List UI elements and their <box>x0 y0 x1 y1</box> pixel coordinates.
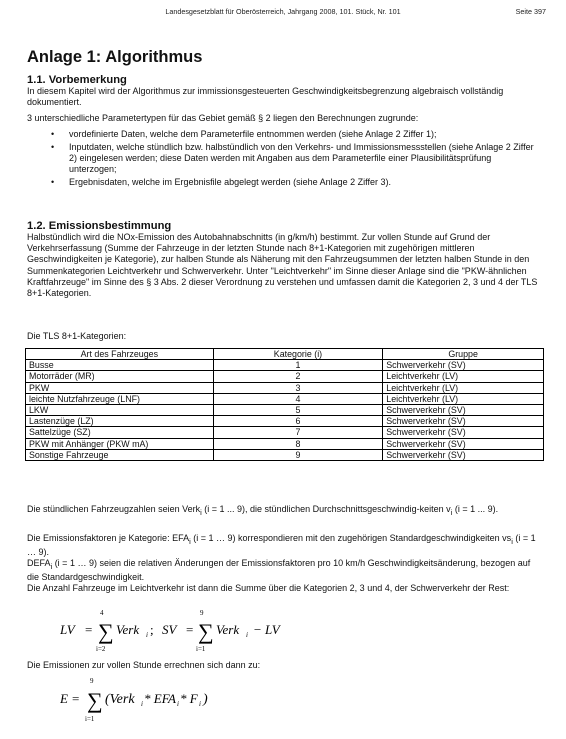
category-number: 5 <box>213 404 383 415</box>
section-emissionsbestimmung <box>27 220 539 299</box>
group: Schwerverkehr (SV) <box>383 438 544 449</box>
group: Leichtverkehr (LV) <box>383 371 544 382</box>
subscript-i: i <box>146 631 148 639</box>
vehicle-type: Busse <box>26 360 214 371</box>
formula-equals: = <box>72 691 80 706</box>
table-row <box>26 393 544 404</box>
table-row <box>26 382 544 393</box>
formula-lv-sv <box>60 606 320 654</box>
table-caption: Die TLS 8+1-Kategorien: <box>27 331 127 341</box>
category-number: 3 <box>213 382 383 393</box>
table-row <box>26 427 544 438</box>
sum-symbol: ∑ <box>98 619 114 644</box>
section-vorbemerkung <box>27 74 539 191</box>
vehicle-type: Sattelzüge (SZ) <box>26 427 214 438</box>
emission-paragraph: Halbstündlich wird die NOx-Emission des Autobahnabschnitts (in g/km/h) bestimmt. Zur vollen Stunde auf Grund der Verkehrserfassung (Summe der Fahrzeuge in der letzten Stunde nach 8+1-Kategorien mit zugehörigen mittleren Geschwindigkeiten je Kategorie), zur halben Stunde als Näherung mit den Fahrzeugsummen der letzten halben Stunde in den Summenkategorien Leichtverkehr und Schwerverkehr. Unter "Leichtverkehr" im Sinne dieser Anlage sind die "PKW-ähnlichen Kraftfahrzeuge" im Sinne des § 3 Abs. 2 dieser Verordnung zu verstehen und umfassen damit die Kategorien 2, 3 und 4 der TLS 8+1-Kategorien. <box>27 232 538 299</box>
formula-verk-term: Verk <box>216 622 240 637</box>
category-number: 6 <box>213 416 383 427</box>
category-table <box>25 348 544 461</box>
parameter-type-list <box>27 129 539 189</box>
lv-paragraph: Die Anzahl Fahrzeuge im Leichtverkehr ist dann die Summe über die Kategorien 2, 3 und 4, der Schwerverkehr der Rest: <box>27 583 510 594</box>
table-row <box>26 404 544 415</box>
vehicle-type: PKW <box>26 382 214 393</box>
table-row <box>26 371 544 382</box>
sum-upper-limit: 9 <box>200 609 204 617</box>
group: Schwerverkehr (SV) <box>383 404 544 415</box>
emission-formula-intro: Die Emissionen zur vollen Stunde errechnen sich dann zu: <box>27 660 261 670</box>
table-row <box>26 449 544 460</box>
formula-verk-term: Verk <box>116 622 140 637</box>
group: Schwerverkehr (SV) <box>383 449 544 460</box>
table-row <box>26 360 544 371</box>
category-number: 7 <box>213 427 383 438</box>
formula-separator: ; <box>150 622 154 637</box>
page-title: Anlage 1: Algorithmus <box>27 48 203 66</box>
vehicle-type: LKW <box>26 404 214 415</box>
subscript-i: i <box>199 700 201 708</box>
group: Leichtverkehr (LV) <box>383 382 544 393</box>
sum-symbol: ∑ <box>87 688 103 713</box>
category-number: 1 <box>213 360 383 371</box>
publication-name: Landesgesetzblatt für Oberösterreich, Jahrgang 2008, 101. Stück, Nr. 101 <box>165 7 401 16</box>
subscript-i: i <box>177 700 179 708</box>
subscript-i: i <box>246 631 248 639</box>
formula-equals: = <box>85 622 93 637</box>
page-number: Seite 397 <box>515 7 546 16</box>
formula-f-term: * F <box>180 691 198 706</box>
sum-lower-limit: i=1 <box>85 715 95 723</box>
column-header: Kategorie (i) <box>213 349 383 360</box>
list-item: • Ergebnisdaten, welche im Ergebnisfile abgelegt werden (siehe Anlage 2 Ziffer 3). <box>69 177 539 188</box>
vehicle-type: PKW mit Anhänger (PKW mA) <box>26 438 214 449</box>
table-row <box>26 416 544 427</box>
vehicle-type: Sonstige Fahrzeuge <box>26 449 214 460</box>
formula-lv-label: LV <box>60 622 75 637</box>
group: Schwerverkehr (SV) <box>383 360 544 371</box>
column-header: Art des Fahrzeuges <box>26 349 214 360</box>
formula-e-label: E <box>60 691 68 706</box>
sum-lower-limit: i=1 <box>196 645 206 653</box>
table-header-row <box>26 349 544 360</box>
verk-paragraph: Die stündlichen Fahrzeugzahlen seien Verk$_i$ (i = 1 ... 9), die stündlichen Durchschnittsgeschwindig-keiten $v_i$ (i = 1 ... 9). <box>27 504 499 517</box>
category-number: 8 <box>213 438 383 449</box>
table-row <box>26 438 544 449</box>
sum-lower-limit: i=2 <box>96 645 106 653</box>
formula-equals: = <box>186 622 194 637</box>
formula-close-paren: ) <box>203 692 208 707</box>
category-number: 9 <box>213 449 383 460</box>
section-heading: 1.2. Emissionsbestimmung <box>27 220 172 232</box>
category-number: 2 <box>213 371 383 382</box>
group: Schwerverkehr (SV) <box>383 416 544 427</box>
list-item: • Inputdaten, welche stündlich bzw. halbstündlich von den Verkehrs- und Immissionsmessstellen (siehe Anlage 2 Ziffer 2) eingelesen werden; diese Daten werden mit Angaben aus dem Parameterfile einer Plausibilitätsprüfung unterzogen; <box>69 142 539 176</box>
list-item: • vordefinierte Daten, welche dem Parameterfile entnommen werden (siehe Anlage 2 Ziffer 1); <box>69 129 539 140</box>
intro-paragraph: In diesem Kapitel wird der Algorithmus zur immissionsgesteuerten Geschwindigkeitsbegrenzung algebraisch vollständig dokumentiert. <box>27 86 504 108</box>
formula-verk-term: (Verk <box>105 692 135 707</box>
group: Leichtverkehr (LV) <box>383 393 544 404</box>
formula-emission <box>60 674 260 726</box>
defa-paragraph: $DEFA_i$ (i = 1 … 9) seien die relativen Änderungen der Emissionsfaktoren pro 10 km/h Geschwindigkeitsänderung, bezogen auf die Standardgeschwindigkeit. <box>27 558 531 583</box>
sum-upper-limit: 9 <box>90 677 94 685</box>
vehicle-type: leichte Nutzfahrzeuge (LNF) <box>26 393 214 404</box>
formula-minus-lv: − LV <box>253 622 280 637</box>
vehicle-type: Motorräder (MR) <box>26 371 214 382</box>
column-header: Gruppe <box>383 349 544 360</box>
factor-paragraphs <box>27 533 539 595</box>
formula-sv-label: SV <box>162 622 177 637</box>
section-heading: 1.1. Vorbemerkung <box>27 74 127 86</box>
formula-efa-term: * EFA <box>144 691 176 706</box>
subscript-i: i <box>141 700 143 708</box>
vehicle-type: Lastenzüge (LZ) <box>26 416 214 427</box>
group: Schwerverkehr (SV) <box>383 427 544 438</box>
efa-paragraph: Die Emissionsfaktoren je Kategorie: $EFA_i$ (i = 1 … 9) korrespondieren mit den zugehörigen Standardgeschwindigkeiten $vs_i$ (i = 1 … 9). <box>27 533 536 557</box>
category-number: 4 <box>213 393 383 404</box>
sum-upper-limit: 4 <box>100 609 104 617</box>
sum-symbol: ∑ <box>198 619 214 644</box>
category-table-wrapper <box>25 348 544 461</box>
parameter-types-intro: 3 unterschiedliche Parametertypen für das Gebiet gemäß § 2 liegen den Berechnungen zugrunde: <box>27 113 419 124</box>
